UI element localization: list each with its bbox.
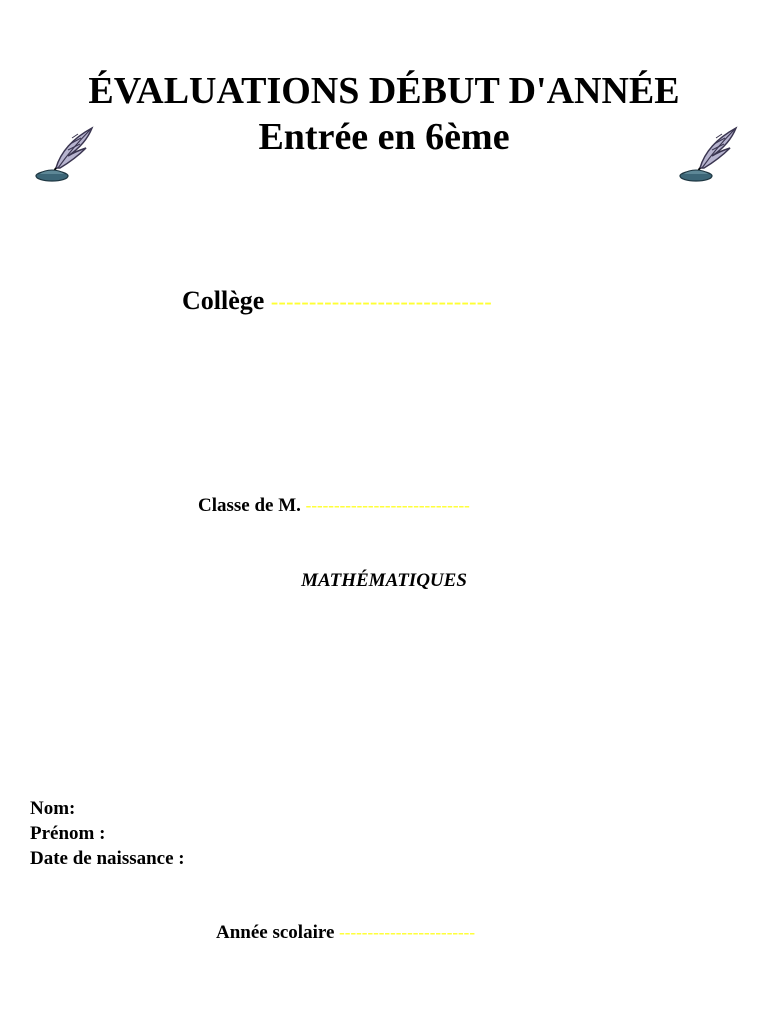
quill-inkwell-icon bbox=[34, 124, 96, 182]
college-label: Collège bbox=[182, 286, 265, 315]
college-line bbox=[182, 286, 492, 316]
nom-field-label[interactable]: Nom: bbox=[30, 798, 76, 819]
annee-scolaire-blank[interactable]: ------------------------ bbox=[339, 923, 476, 942]
prenom-field-label[interactable]: Prénom : bbox=[30, 823, 106, 844]
student-fields bbox=[30, 796, 185, 871]
classe-blank[interactable]: ----------------------------- bbox=[305, 496, 470, 515]
page-title: ÉVALUATIONS DÉBUT D'ANNÉE bbox=[88, 70, 680, 112]
annee-scolaire-label: Année scolaire bbox=[216, 922, 335, 943]
classe-label: Classe de M. bbox=[198, 495, 301, 516]
subject-heading: MATHÉMATIQUES bbox=[301, 570, 467, 591]
quill-inkwell-icon bbox=[678, 124, 740, 182]
classe-line bbox=[198, 495, 470, 517]
page-subtitle: Entrée en 6ème bbox=[258, 116, 510, 158]
date-naissance-field-label[interactable]: Date de naissance : bbox=[30, 848, 185, 869]
annee-scolaire-line bbox=[216, 922, 475, 944]
college-blank[interactable]: ----------------------------- bbox=[270, 289, 492, 314]
